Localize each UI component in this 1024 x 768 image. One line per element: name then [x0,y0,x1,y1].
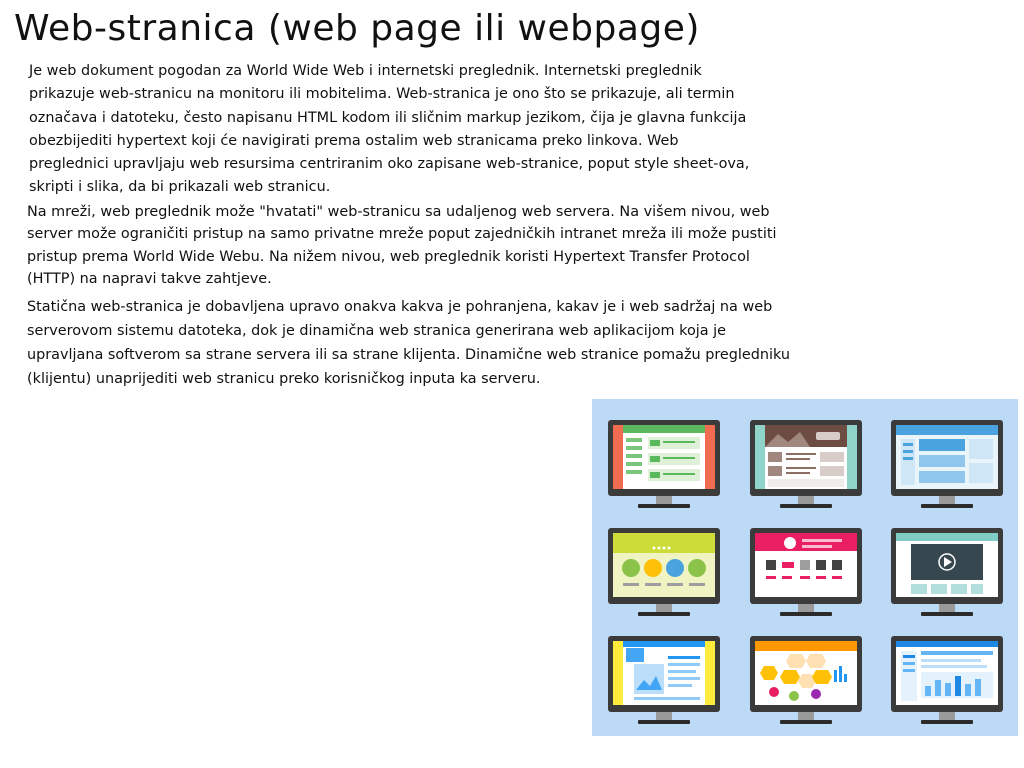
paragraph-network: Na mreži, web preglednik može "hvatati" web-stranicu sa udaljenog web servera. Na višem nivou, web server može ograničiti pristup na samo privatne mreže poput zajedničkih intranet mreža ili može pustiti pristup prema World Wide Webu. Na nižem nivou, web preglednik koristi Hypertext Transfer Protocol (HTTP) na napravi takve zahtjeve. [27,204,777,287]
web-pages-illustration [592,399,1018,736]
monitor-9 [891,636,1003,724]
monitor-7 [608,636,720,724]
paragraph-definition: Je web dokument pogodan za World Wide Web i internetski preglednik. Internetski preglednik prikazuje web-stranicu na monitoru ili mobitelima. Web-stranica je ono što se prikazuje, ali termin označava i datoteku, često napisanu HTML kodom ili sličnim markup jezikom, čija je glavna funkcija obezbijediti hypertext koji će navigirati prema ostalim web stranicama preko linkova. Web preglednici upravljaju web resursima centriranim oko zapisane web-stranice, poput style sheet-ova, skripti i slika, da bi prikazali web stranicu. [29,63,750,196]
monitor-6 [891,528,1003,616]
monitor-4 [608,528,720,616]
monitor-2 [750,420,862,508]
monitor-1 [608,420,720,508]
monitor-8 [750,636,862,724]
monitor-3 [891,420,1003,508]
paragraph-static-dynamic: Statična web-stranica je dobavljena upravo onakva kakva je pohranjena, kakav je i web sadržaj na web serverovom sistemu datoteka, dok je dinamična web stranica generirana web aplikacijom koja je upravljana softverom sa strane servera ili sa strane klijenta. Dinamične web stranice pomažu pregledniku (klijentu) unaprijediti web stranicu preko korisničkog inputa ka serveru. [27,299,791,387]
monitors-grid-graphic [592,399,1018,736]
page-title: Web-stranica (web page ili webpage) [14,8,700,49]
monitor-5 [750,528,862,616]
